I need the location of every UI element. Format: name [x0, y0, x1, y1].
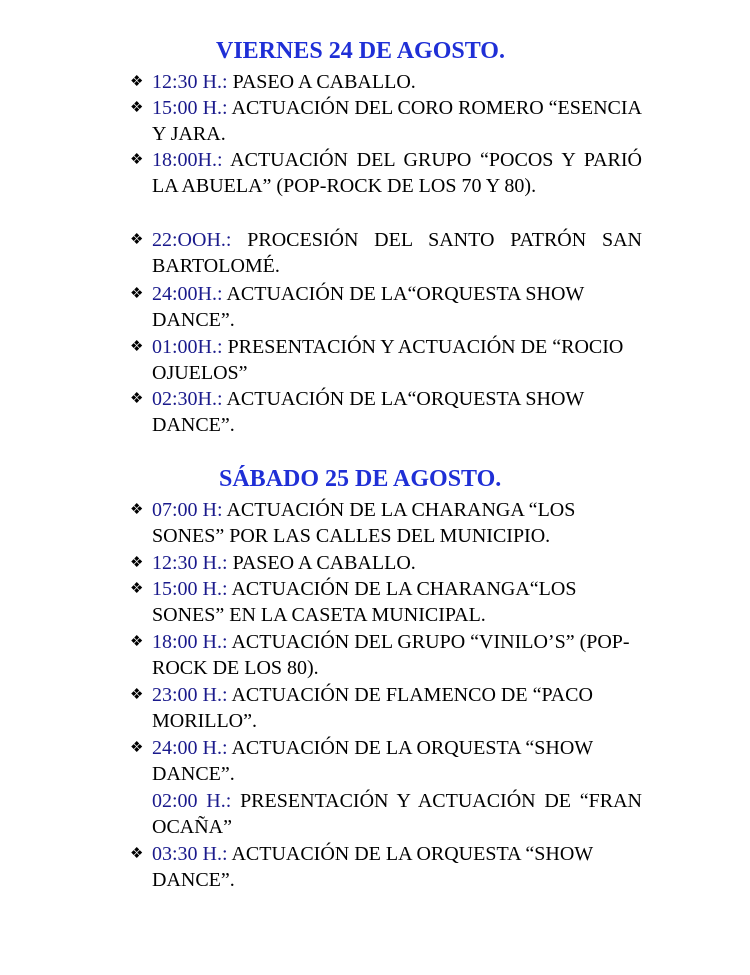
list-item: [130, 147, 642, 199]
event-text: PROCESIÓN DEL SANTO PATRÓN SAN BARTOLOMÉ.: [152, 229, 642, 277]
diamond-bullet-icon: ❖: [130, 286, 144, 302]
event-text: PRESENTACIÓN Y ACTUACIÓN DE “ROCIO OJUELOS”: [152, 336, 624, 384]
list-item: [130, 386, 642, 438]
list-item: [130, 735, 642, 787]
event-time: 12:30 H.:: [152, 552, 228, 574]
event-time: 15:00 H.:: [152, 578, 228, 600]
event-time: 24:00 H.:: [152, 737, 228, 759]
diamond-bullet-icon: ❖: [130, 391, 144, 407]
list-item: [130, 69, 642, 95]
event-time: 18:00H.:: [152, 149, 223, 171]
event-time: 18:00 H.:: [152, 631, 228, 653]
event-text: ACTUACIÓN DE FLAMENCO DE “PACO MORILLO”.: [152, 684, 593, 732]
diamond-bullet-icon: ❖: [130, 687, 144, 703]
event-time: 24:00H.:: [152, 283, 223, 305]
event-text: PASEO A CABALLO.: [227, 71, 416, 93]
diamond-bullet-icon: ❖: [130, 555, 144, 571]
day-title: VIERNES 24 DE AGOSTO.: [216, 38, 505, 64]
event-text: ACTUACIÓN DEL GRUPO “VINILO’S” (POP-ROCK DE LOS 80).: [152, 631, 630, 679]
event-text: PASEO A CABALLO.: [227, 552, 416, 574]
list-item: [130, 788, 642, 840]
event-time: 07:00 H:: [152, 499, 223, 521]
day-title: SÁBADO 25 DE AGOSTO.: [219, 466, 502, 492]
event-text: ACTUACIÓN DE LA ORQUESTA “SHOW DANCE”.: [152, 737, 593, 785]
event-time: 02:30H.:: [152, 388, 223, 410]
diamond-bullet-icon: ❖: [130, 74, 144, 90]
event-time: 23:00 H.:: [152, 684, 228, 706]
diamond-bullet-icon: ❖: [130, 634, 144, 650]
event-text: ACTUACIÓN DE LA CHARANGA“LOS SONES” EN LA CASETA MUNICIPAL.: [152, 578, 577, 626]
event-time: 02:00 H.:: [152, 790, 232, 812]
event-text: ACTUACIÓN DE LA“ORQUESTA SHOW DANCE”.: [152, 283, 584, 331]
event-text: ACTUACIÓN DE LA ORQUESTA “SHOW DANCE”.: [152, 843, 593, 891]
list-item: [130, 497, 642, 549]
list-item: [130, 227, 642, 279]
event-time: 01:00H.:: [152, 336, 223, 358]
event-time: 12:30 H.:: [152, 71, 228, 93]
diamond-bullet-icon: ❖: [130, 232, 144, 248]
diamond-bullet-icon: ❖: [130, 740, 144, 756]
list-item: [130, 95, 642, 147]
diamond-bullet-icon: ❖: [130, 502, 144, 518]
event-text: ACTUACIÓN DE LA“ORQUESTA SHOW DANCE”.: [152, 388, 584, 436]
list-item: [130, 682, 642, 734]
list-item: [130, 550, 642, 576]
list-item: [130, 841, 642, 893]
event-text: PRESENTACIÓN Y ACTUACIÓN DE “FRAN OCAÑA”: [152, 790, 642, 838]
list-item: [130, 281, 642, 333]
event-text: ACTUACIÓN DEL CORO ROMERO “ESENCIA Y JARA.: [152, 97, 642, 145]
list-item: [130, 576, 642, 628]
list-item: [130, 334, 642, 386]
event-time: 03:30 H.:: [152, 843, 228, 865]
event-time: 22:OOH.:: [152, 229, 232, 251]
diamond-bullet-icon: ❖: [130, 100, 144, 116]
event-text: ACTUACIÓN DE LA CHARANGA “LOS SONES” POR LAS CALLES DEL MUNICIPIO.: [152, 499, 576, 547]
diamond-bullet-icon: ❖: [130, 339, 144, 355]
list-item: [130, 629, 642, 681]
diamond-bullet-icon: ❖: [130, 152, 144, 168]
event-time: 15:00 H.:: [152, 97, 228, 119]
diamond-bullet-icon: ❖: [130, 581, 144, 597]
diamond-bullet-icon: ❖: [130, 846, 144, 862]
event-text: ACTUACIÓN DEL GRUPO “POCOS Y PARIÓ LA ABUELA” (POP-ROCK DE LOS 70 Y 80).: [152, 149, 642, 197]
